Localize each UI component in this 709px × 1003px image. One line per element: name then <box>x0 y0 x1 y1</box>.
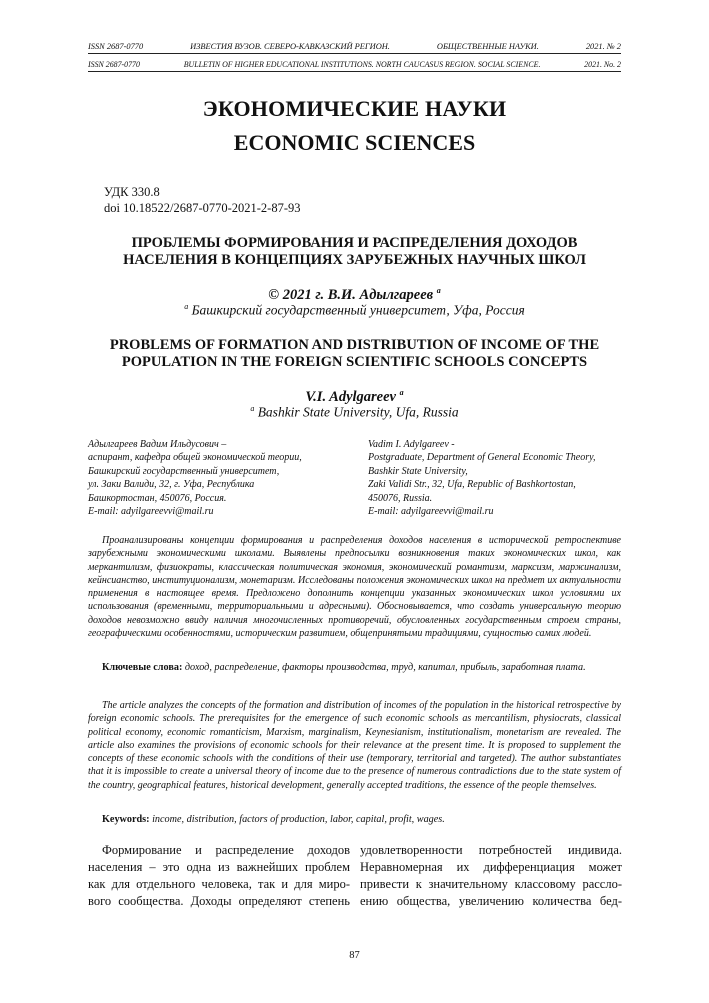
header-series: ОБЩЕСТВЕННЫЕ НАУКИ. <box>436 42 539 51</box>
author-info-line: 450076, Russia. <box>368 492 433 504</box>
title-line: POPULATION IN THE FOREIGN SCIENTIFIC SCHOOLS CONCEPTS <box>121 354 588 370</box>
keywords-label: Keywords: <box>102 814 150 825</box>
author-name: © 2021 г. В.И. Адылгареев <box>268 286 434 303</box>
author-name: V.I. Adylgareev <box>305 388 396 405</box>
affiliation-marker: a <box>250 404 255 413</box>
author-info-en <box>368 438 630 518</box>
body-column-right <box>360 842 622 910</box>
udk-code: УДК 330.8 <box>104 185 160 199</box>
body-line: как для отдельного человека, так и для миро- <box>88 877 350 891</box>
body-line: ению общества, увеличению количества бед- <box>360 894 622 908</box>
body-line: населения – это одна из важнейших проблем <box>88 860 350 874</box>
body-line: удовлетворенности потребностей индивида. <box>360 843 622 857</box>
article-identifiers <box>104 184 301 216</box>
header-issn: ISSN 2687-0770 <box>88 60 140 69</box>
keywords-ru <box>88 661 621 674</box>
abstract-text: Проанализированы концепции формирования и распределения доходов населения в исторической ретроспективе зарубежными экономическими школами. Выявлены предпосылки возникновения таких экономических школ, как меркантилизм, физиократы, классическая политическая экономия, экономический романтизм, марксизм, маржинализм, кейнсианство, институционализм, монетаризм. Исследованы положения экономических школ на предмет их актуальности применения в настоящее время. Предложено дополнить концепции указанных экономических школ условиями их использования (временными, территориальными и адресными). Обосновывается, что создать универсальную теорию доходов невозможно ввиду наличия многочисленных противоречий, обусловленных государственным строем страны, географическими особенностями, историческим развитием, общепринятыми традициями, сущностью самих людей. <box>88 535 621 640</box>
body-line: Формирование и распределение доходов <box>102 843 350 857</box>
title-line: PROBLEMS OF FORMATION AND DISTRIBUTION OF INCOME OF THE <box>109 337 600 353</box>
header-journal: BULLETIN OF HIGHER EDUCATIONAL INSTITUTIONS. NORTH CAUCASUS REGION. SOCIAL SCIENCE. <box>183 60 541 69</box>
keywords-list: доход, распределение, факторы производства, труд, капитал, прибыль, заработная плата. <box>182 662 586 673</box>
section-title-en: ECONOMIC SCIENCES <box>233 130 476 155</box>
keywords-label: Ключевые слова: <box>102 662 183 673</box>
affiliation-marker: а <box>436 286 441 295</box>
header-journal: ИЗВЕСТИЯ ВУЗОВ. СЕВЕРО-КАВКАЗСКИЙ РЕГИОН. <box>190 42 390 51</box>
affiliation-marker: а <box>184 302 189 311</box>
author-info-line: Адылгареев Вадим Ильдусович – <box>88 439 227 450</box>
author-email: E-mail: adyilgareevvi@mail.ru <box>88 506 214 518</box>
header-issue: 2021. No. 2 <box>584 60 621 69</box>
body-line: вого сообщества. Доходы определяют степень <box>88 894 350 908</box>
article-title-en <box>60 337 649 371</box>
page-number: 87 <box>349 950 360 961</box>
affiliation-text: Bashkir State University, Ufa, Russia <box>254 404 459 420</box>
body-line: Неравномерная их дифференциация может <box>360 860 622 874</box>
author-info-line: Postgraduate, Department of General Economic Theory, <box>368 452 596 464</box>
doi: doi 10.18522/2687-0770-2021-2-87-93 <box>104 201 301 215</box>
keywords-list: income, distribution, factors of production, labor, capital, profit, wages. <box>149 814 445 825</box>
title-line: ПРОБЛЕМЫ ФОРМИРОВАНИЯ И РАСПРЕДЕЛЕНИЯ ДОХОДОВ <box>131 235 578 251</box>
author-info-line: Bashkir State University, <box>368 465 468 477</box>
affiliation-marker: a <box>399 388 404 397</box>
author-email: E-mail: adyilgareevvi@mail.ru <box>368 506 494 518</box>
header-issue: 2021. № 2 <box>585 42 621 51</box>
section-title-ru: ЭКОНОМИЧЕСКИЕ НАУКИ <box>202 96 507 121</box>
body-column-left <box>88 842 350 910</box>
author-info-line: ул. Заки Валиди, 32, г. Уфа, Республика <box>88 479 255 491</box>
author-info-line: Zaki Validi Str., 32, Ufa, Republic of Bashkortostan, <box>368 479 576 491</box>
author-info-line: аспирант, кафедра общей экономической теории, <box>88 452 302 464</box>
abstract-text: The article analyzes the concepts of the formation and distribution of incomes of the population in the historical retrospective by foreign economic schools. The prerequisites for the emergence of such economic schools as mercantilism, physiocrats, classical political economy, economic romanticism, Marxism, marginalism, Keynesianism, institutionalism, monetarism are revealed. The article also examines the provisions of economic schools for their relevance at the present time. It is proposed to supplement the concepts of these economic schools with the conditions of their use (temporary, territorial and targeted). The author substantiates that it is impossible to create a universal theory of income due to the presence of numerous contradictions due to the state system of the country, geographical features, historical development, generally accepted traditions, the essence of the people themselves. <box>88 700 621 791</box>
title-line: НАСЕЛЕНИЯ В КОНЦЕПЦИЯХ ЗАРУБЕЖНЫХ НАУЧНЫХ ШКОЛ <box>123 252 586 268</box>
keywords-en <box>88 813 621 826</box>
running-header-ru <box>88 42 621 54</box>
affiliation-ru <box>0 302 709 319</box>
running-header-en <box>88 60 621 72</box>
article-title-ru <box>60 235 649 269</box>
affiliation-en <box>0 404 709 421</box>
header-issn: ISSN 2687-0770 <box>88 42 144 51</box>
author-info-line: Vadim I. Adylgareev - <box>368 439 455 450</box>
affiliation-text: Башкирский государственный университет, Уфа, Россия <box>188 302 525 318</box>
author-info-ru <box>88 438 348 518</box>
author-info-line: Башкирский государственный университет, <box>88 465 280 477</box>
author-info-line: Башкортостан, 450076, Россия. <box>88 492 227 504</box>
abstract-ru <box>88 534 621 640</box>
abstract-en <box>88 699 621 792</box>
body-line: привести к значительному классовому рассло- <box>360 877 622 891</box>
